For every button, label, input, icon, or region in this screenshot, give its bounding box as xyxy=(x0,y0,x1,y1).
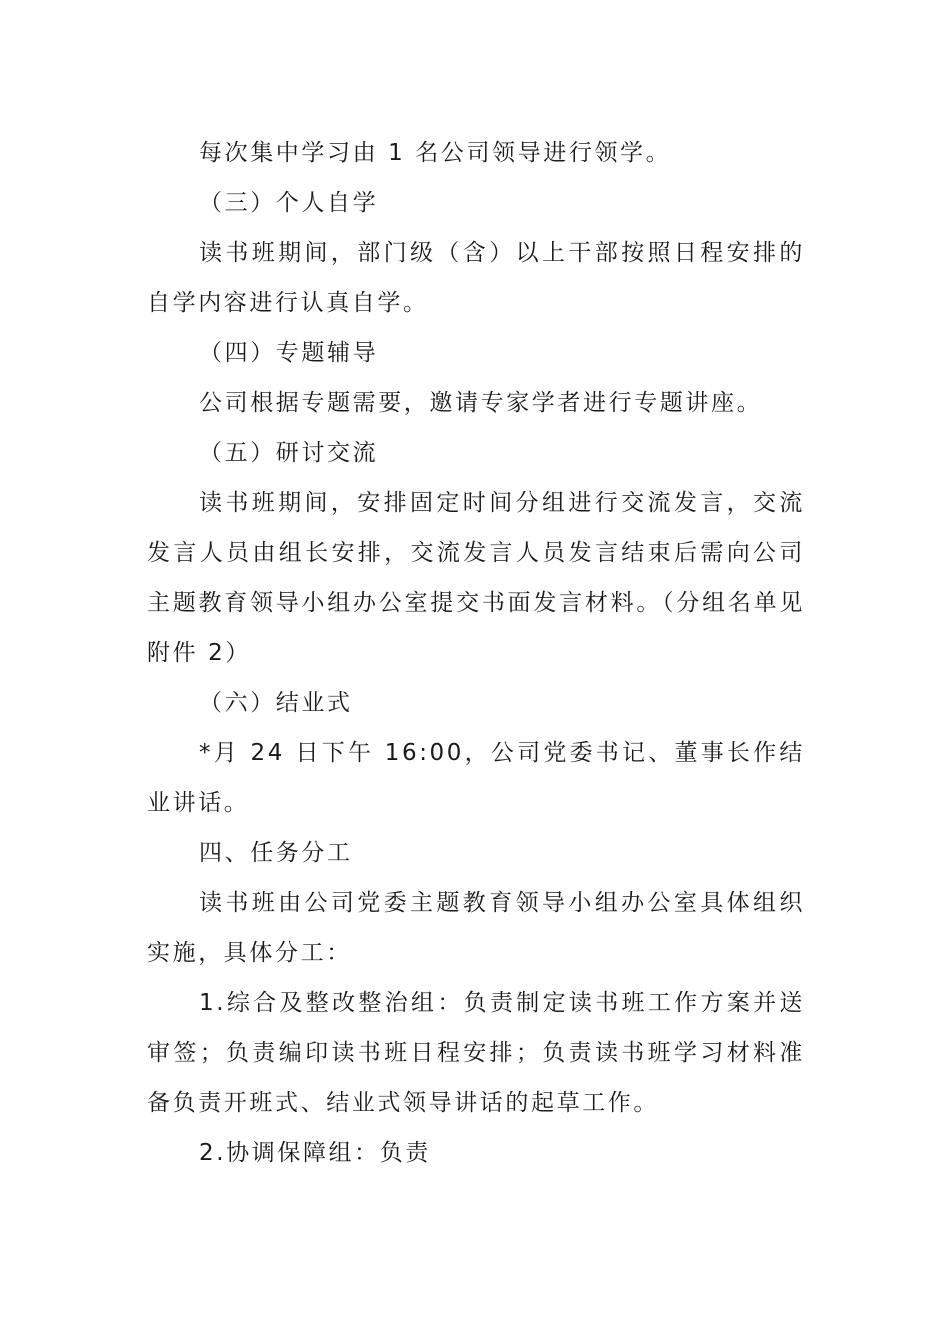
heading-self-study: （三）个人自学 xyxy=(199,190,379,216)
heading-special-guidance: （四）专题辅导 xyxy=(199,340,379,366)
paragraph-task-group-1: 1.综合及整改整治组：负责制定读书班工作方案并送审签；负责编印读书班日程安排；负责读书班学习材料准备负责开班式、结业式领导讲话的起草工作。 xyxy=(147,990,805,1116)
heading-discussion: （五）研讨交流 xyxy=(199,440,379,466)
paragraph-task-division: 读书班由公司党委主题教育领导小组办公室具体组织实施，具体分工： xyxy=(147,890,805,966)
document-body xyxy=(147,128,805,1178)
heading-task-division: 四、任务分工 xyxy=(199,840,353,866)
paragraph-task-group-2: 2.协调保障组：负责 xyxy=(199,1140,431,1166)
paragraph-graduation: *月 24 日下午 16:00，公司党委书记、董事长作结业讲话。 xyxy=(147,740,805,816)
paragraph-lead-study: 每次集中学习由 1 名公司领导进行领学。 xyxy=(199,140,672,166)
heading-graduation: （六）结业式 xyxy=(199,690,353,716)
paragraph-special-guidance: 公司根据专题需要，邀请专家学者进行专题讲座。 xyxy=(199,390,763,416)
paragraph-discussion: 读书班期间，安排固定时间分组进行交流发言，交流发言人员由组长安排，交流发言人员发言结束后需向公司主题教育领导小组办公室提交书面发言材料。（分组名单见附件 2） xyxy=(147,490,805,666)
paragraph-self-study: 读书班期间，部门级（含）以上干部按照日程安排的自学内容进行认真自学。 xyxy=(147,240,805,316)
